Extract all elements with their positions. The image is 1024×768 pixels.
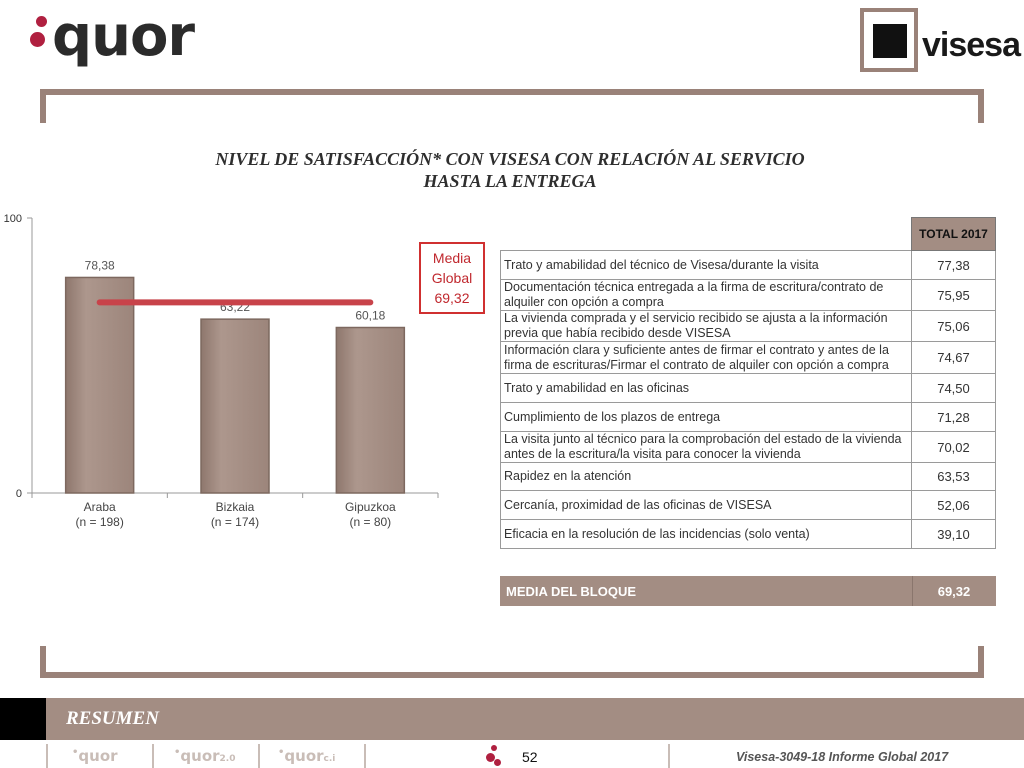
media-global-label-line2: Global (431, 270, 473, 286)
table-row (501, 520, 996, 549)
table-row (501, 342, 996, 374)
bottom-bracket-frame (40, 646, 984, 678)
x-tick-sublabel: (n = 174) (210, 515, 260, 529)
x-tick-label: Araba (83, 500, 116, 514)
media-bloque-value: 69,32 (937, 584, 971, 599)
visesa-logo (860, 8, 1020, 74)
table-row-label: Trato y amabilidad en las oficinas (501, 374, 912, 403)
brand-dot-icon: • (174, 747, 181, 758)
table-row (501, 251, 996, 280)
bar-araba (66, 277, 134, 493)
x-tick-label: Gipuzkoa (344, 500, 396, 514)
top-bracket-frame (40, 89, 984, 123)
media-global-label-line1: Media (432, 250, 472, 266)
brand-dot-icon: • (72, 747, 79, 758)
table-row-value: 77,38 (912, 251, 996, 280)
table-row (501, 432, 996, 463)
media-global-box (419, 242, 485, 314)
table-row-value: 70,02 (912, 432, 996, 463)
media-global-value: 69,32 (434, 290, 470, 306)
quor-logo (14, 4, 204, 76)
bar-bizkaia (201, 319, 269, 493)
section-bar (0, 698, 1024, 740)
footer-brand-quor: •quor (72, 747, 118, 765)
slide-title-line2: HASTA LA ENTREGA (423, 171, 597, 191)
bar-chart (0, 205, 470, 545)
table-row-label: Información clara y suficiente antes de firmar el contrato y antes de la firma de escrituras/Firmar el contrato de alquiler con opción a compra (501, 342, 912, 374)
media-bloque-label: MEDIA DEL BLOQUE (506, 584, 637, 599)
table-row (501, 463, 996, 491)
footer-dot-icon (491, 745, 497, 751)
quor-logo-text: quor (52, 4, 195, 69)
section-label: RESUMEN (66, 708, 159, 729)
visesa-logo-text: visesa (922, 26, 1020, 64)
page-number: 52 (522, 749, 538, 765)
bar-gipuzkoa (336, 328, 404, 493)
y-tick-label: 100 (3, 213, 22, 225)
table-row (501, 491, 996, 520)
footer-brand-quor-2: •quor2.0 (174, 747, 236, 765)
table-row-label: Cercanía, proximidad de las oficinas de VISESA (501, 491, 912, 520)
table-row-label: Rapidez en la atención (501, 463, 912, 491)
table-row-value: 75,06 (912, 311, 996, 342)
table-row-value: 63,53 (912, 463, 996, 491)
y-tick-label: 0 (15, 488, 22, 500)
table-row (501, 374, 996, 403)
visesa-logo-square-icon (873, 24, 907, 58)
table-row-label: Eficacia en la resolución de las incidencias (solo venta) (501, 520, 912, 549)
table-row-value: 75,95 (912, 280, 996, 311)
table-row-label: La visita junto al técnico para la comprobación del estado de la vivienda antes de la escritura/la visita para conocer la vivienda (501, 432, 912, 463)
x-tick-sublabel: (n = 80) (349, 515, 392, 529)
table-row (501, 403, 996, 432)
logo-dot-icon (30, 32, 45, 47)
table-row-label: La vivienda comprada y el servicio recibido se ajusta a la información previa que había recibido desde VISESA (501, 311, 912, 342)
data-label: 60,18 (355, 308, 386, 323)
table-row-value: 52,06 (912, 491, 996, 520)
table-header-row (501, 218, 996, 251)
data-label: 63,22 (219, 300, 251, 315)
x-tick-sublabel: (n = 198) (75, 515, 124, 529)
satisfaction-table (500, 217, 996, 549)
footer-dot-icon (494, 759, 501, 766)
table-row-label: Cumplimiento de los plazos de entrega (501, 403, 912, 432)
report-title: Visesa-3049-18 Informe Global 2017 (736, 750, 949, 764)
slide-title-line1: NIVEL DE SATISFACCIÓN* CON VISESA CON RELACIÓN AL SERVICIO (215, 149, 805, 169)
brand-dot-icon: • (278, 747, 285, 758)
slide-title (120, 148, 900, 192)
table-row (501, 280, 996, 311)
table-header-total: TOTAL 2017 (912, 218, 996, 251)
data-label: 78,38 (84, 258, 115, 273)
table-row-label: Trato y amabilidad del técnico de Visesa/durante la visita (501, 251, 912, 280)
table-row (501, 311, 996, 342)
logo-dot-icon (36, 16, 47, 27)
x-tick-label: Bizkaia (215, 500, 255, 514)
table-row-value: 71,28 (912, 403, 996, 432)
table-row-label: Documentación técnica entregada a la firma de escritura/contrato de alquiler con opción a compra (501, 280, 912, 311)
table-row-value: 74,50 (912, 374, 996, 403)
table-row-value: 74,67 (912, 342, 996, 374)
footer (0, 744, 1024, 768)
media-bloque-row (500, 576, 996, 606)
table-row-value: 39,10 (912, 520, 996, 549)
footer-brand-quor-ci: •quorc.i (278, 747, 336, 765)
